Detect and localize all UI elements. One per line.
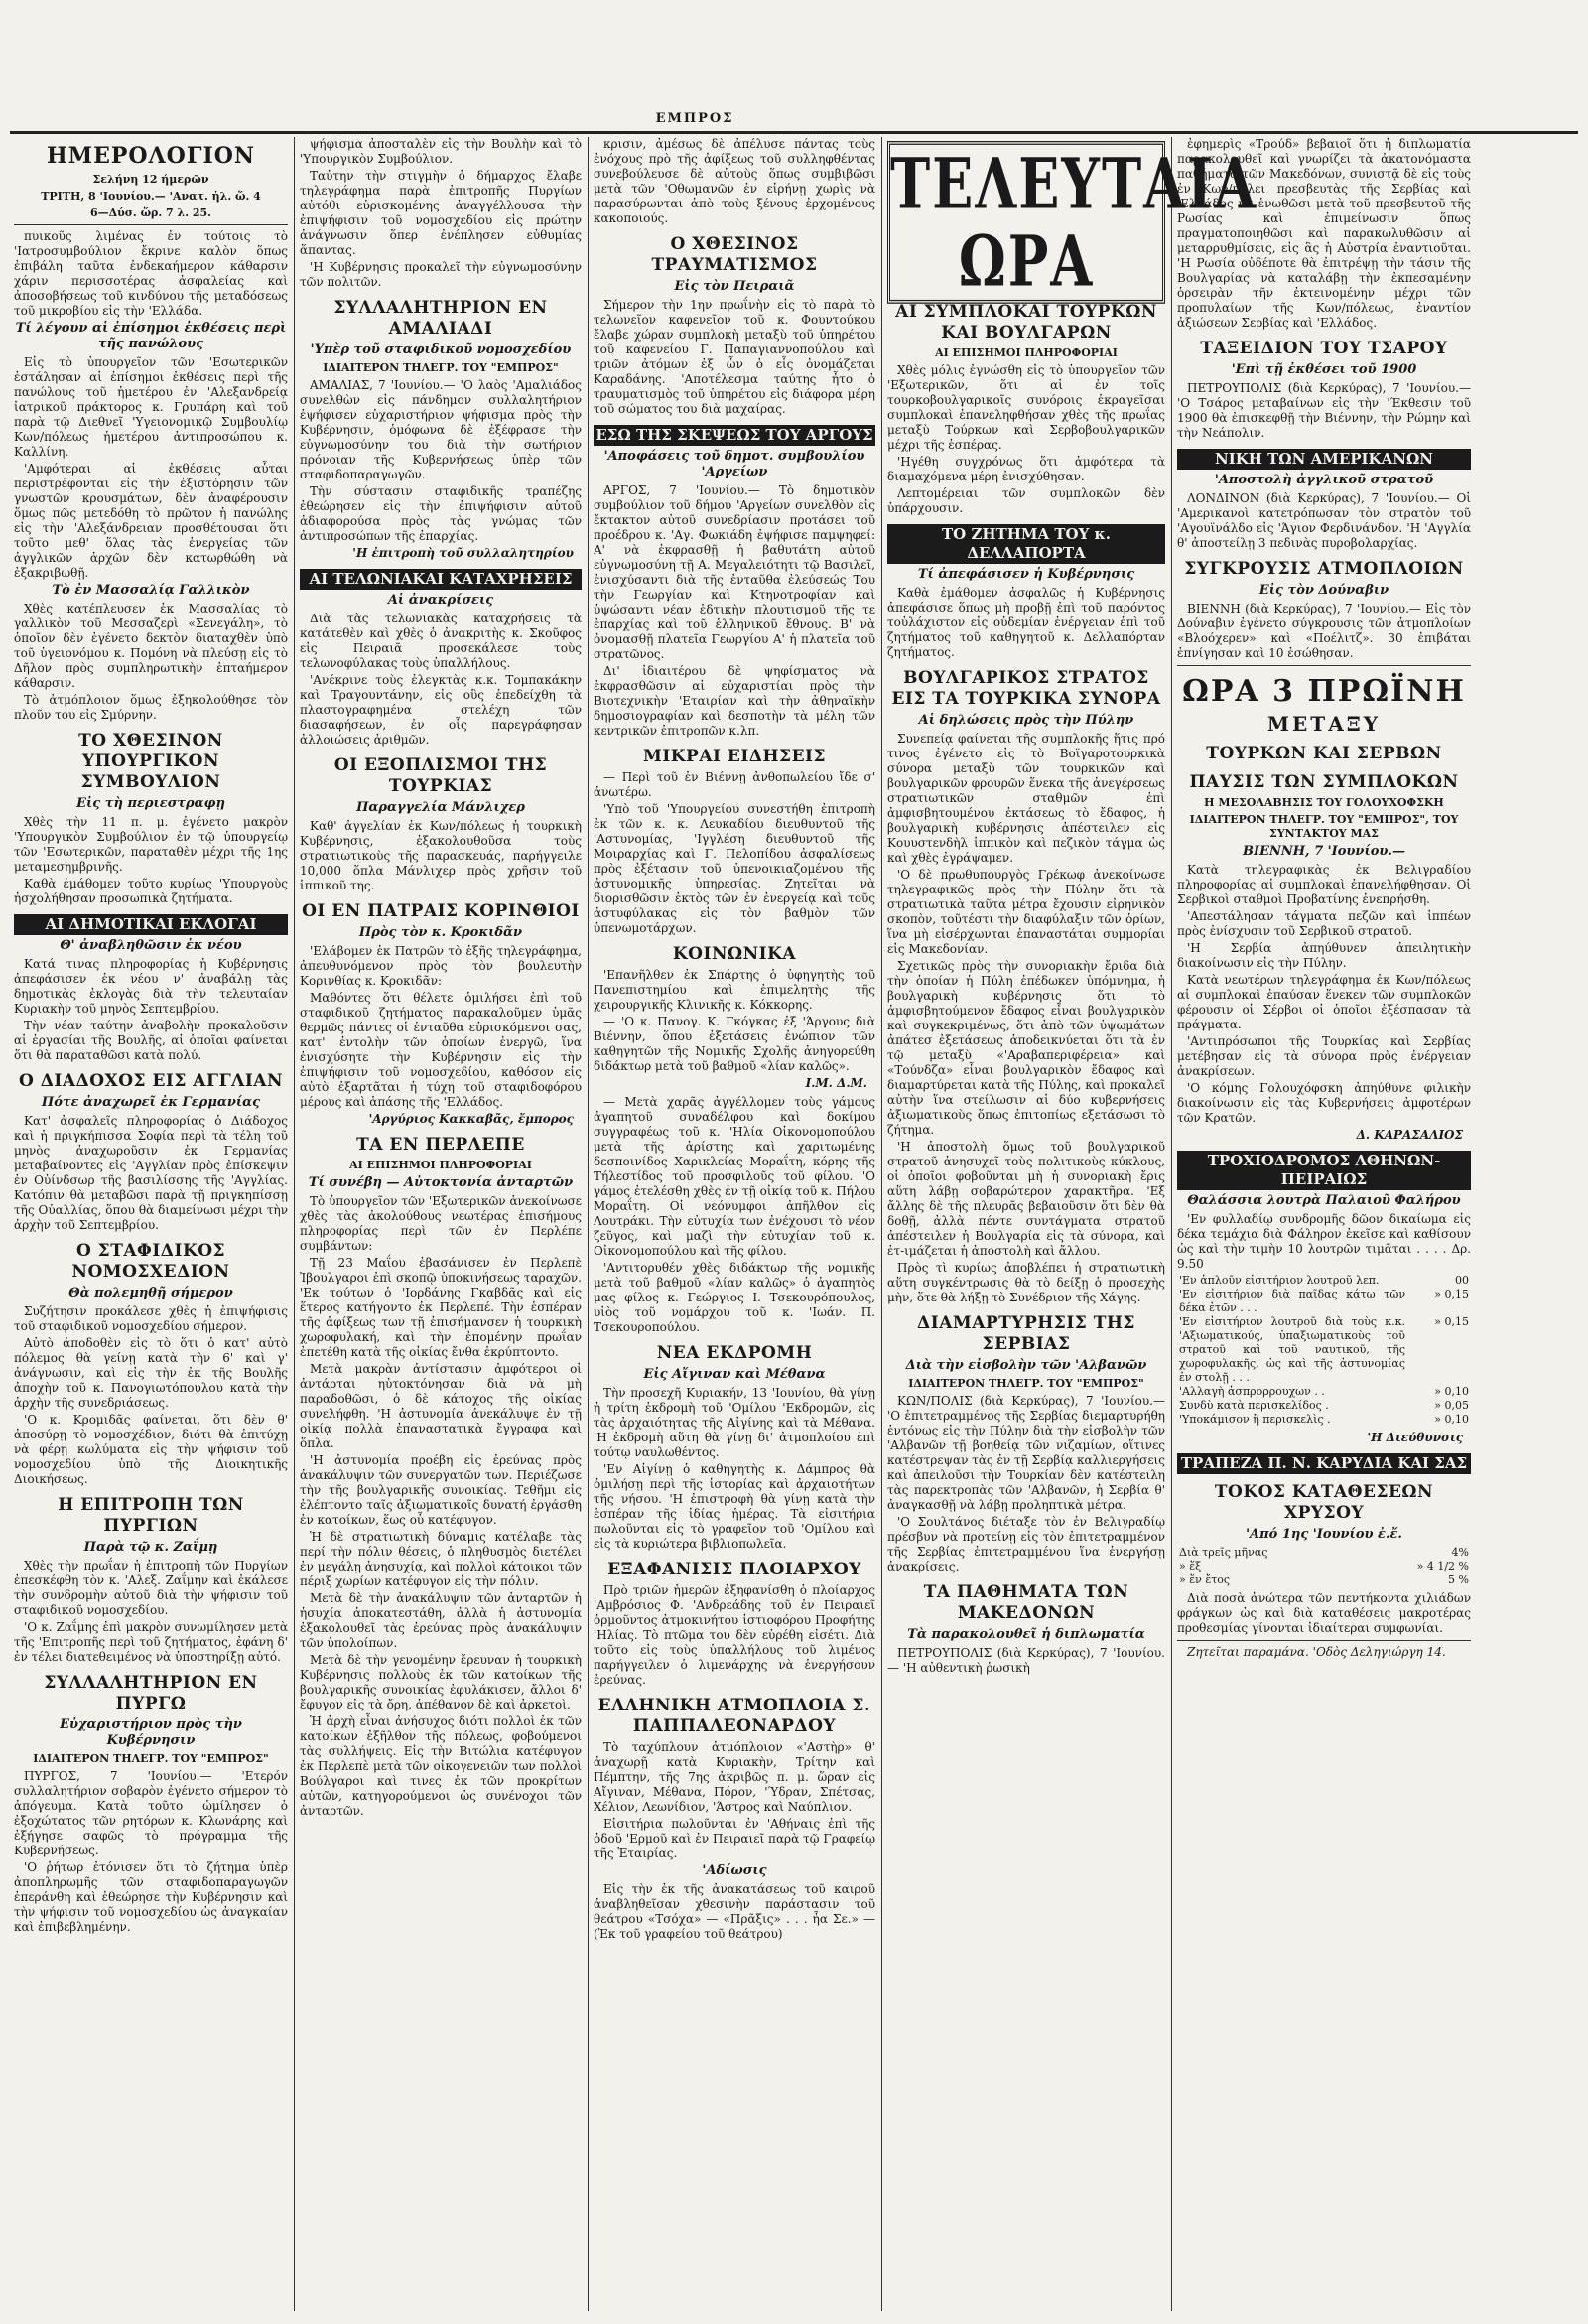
rate-label: » ἕξ (1179, 1560, 1202, 1572)
subheadline: Εἰς τὴ περιεστραφῃ (76, 796, 225, 811)
table-row (1177, 1274, 1471, 1288)
article-text: 'Ανέκρινε τοὺς ἐλεγκτὰς κ.κ. Τομπακάκην καὶ Τραγουντάνην, εἰς οὓς ἐπεδείχθη τὰ πλαστογραφημένα στελέχη τῶν διασαφήσεων, ἐν οἷς παρεγράφησαν ἀλλοιώσεις ἀριθμῶν. (300, 673, 582, 747)
dateline: ΑΙ ΕΠΙΣΗΜΟΙ ΠΛΗΡΟΦΟΡΙΑΙ (349, 1159, 532, 1171)
price-value: » 0,10 (1434, 1413, 1469, 1426)
article-text: Καθὰ ἐμάθομεν ἀσφαλῶς ἡ Κυβέρνησις ἀπεφάσισε ὅπως μὴ προβῇ ἐπὶ τοῦ παρόντος τοὐλάχιστον εἰς οὐδεμίαν ἐνέργειαν ἐπὶ τοῦ ζητήματος τοῦ καθηγητοῦ κ. Δελλαπόρταν ζητήματος. (887, 586, 1165, 659)
article-text: 'Εν φυλλαδίῳ συνδρομῆς δῶον δικαίωμα εἰς δέκα τεμάχια διὰ Φάληρον ἐκεῖσε καὶ καθίσουν ὡς καὶ τὴν τιμὴν 10 λουτρῶν τιμᾶται . . . . Δρ. 9.50 (1177, 1212, 1471, 1271)
article-text: Κατὰ νεωτέρων τηλεγράφημα ἐκ Κων/πόλεως αἱ συμπλοκαὶ ἐπαύσαν ἕνεκεν τῶν συμπλοκῶν φέρουσιν οἱ Σέρβοι οἱ ὁποῖοι ἐξέσπασαν τὰ πράγματα. (1177, 973, 1471, 1031)
article-text: Τὴν σύστασιν σταφιδικῆς τραπέζης ἐθεώρησεν εἰς τὴν ἐπιψήφισιν αὐτοῦ ἀδιαφορούσα πρὸς τὰς γνώμας τῶν ἀντιπροσώπων τῆς ἐπαρχίας. (300, 484, 582, 543)
headline: Η ΕΠΙΤΡΟΠΗ ΤΩΝ ΠΥΡΓΙΩΝ (58, 1495, 244, 1536)
subheadline: 'Αποστολὴ ἀγγλικοῦ στρατοῦ (1214, 473, 1434, 487)
article-text: Κατά τινας πληροφορίας ἡ Κυβέρνησις ἀπεφάσισεν ἐκ νέου ν' ἀναβάλῃ τὰς δημοτικὰς ἐκλογὰς διὰ τὴν τελευταίαν Κυριακὴν τοῦ μηνὸς Σεπτεμβρίου. (14, 957, 288, 1016)
article-text: ΑΡΓΟΣ, 7 'Ιουνίου.— Τὸ δημοτικὸν συμβούλιον τοῦ δήμου 'Αργείων συνελθὸν εἰς ἔκτακτον αὐτοῦ συνεδρίασιν προτάσει τοῦ προέδρου κ. 'Αγ. Φωκιάδη ἐψήφισε παμψηφεί: Α' νὰ ἐκφρασθῇ ἡ βαθυτάτη αὐτοῦ εὐγνωμοσύνη τῇ Α. Μεγαλειότητι τῷ Βασιλεῖ, ἐνισχύσαντι διὰ τῆς ἐνταῦθα ἐλεύσεώς Του τὴν Γεωργίαν καὶ Κτηνοτροφίαν καὶ ὑψώσαντι νέαν ἑδτικὴν πλουτισμοῦ τῆς τε ἐπαρχίας καὶ τοῦ ἑλληνικοῦ ἔθνους. Β' νὰ ὀνομασθῇ πλατεῖα Γεωργίου Α' ἡ πλατεῖα τοῦ στρατῶνος. (594, 483, 875, 661)
headline: ΔΙΑΜΑΡΤΥΡΗΣΙΣ ΤΗΣ ΣΕΡΒΙΑΣ (917, 1313, 1135, 1354)
article-text: ΠΕΤΡΟΥΠΟΛΙΣ (διὰ Κερκύρας), 7 'Ιουνίου. — 'Η αὐθεντικὴ ῥωσικὴ (887, 1646, 1165, 1675)
price-label: 'Αλλαγὴ ἀσπρορρουχων . . (1179, 1385, 1325, 1398)
article-text: Αὐτὸ ἀποδοθὲν εἰς τὸ ὅτι ὁ κατ' αὐτὸ πόλεμος θὰ γείνῃ κατὰ τὴν 6' καὶ γ' ἀνάγνωσιν, καὶ εἰς τὴν ἐκ τῆς Βουλῆς ἀποχὴν τοῦ κ. Πανογιωτόπουλου κατὰ τὴν ἀρχὴν τῆς συνεδριάσεως. (14, 1336, 288, 1410)
table-row (1177, 1573, 1471, 1587)
article-text: Σήμερον τὴν 1ην πρωΐνὴν εἰς τὸ παρὰ τὸ τελωνεῖον καφενεῖον τοῦ κ. Φουντούκου ἔλαβε χώραν συμπλοκὴ μεταξὺ τοῦ ὑπηρέτου τοῦ καφενείου Γ. Παπαγιαννοπούλου καὶ τριῶν ἀτόμων ἐξ ὧν ὁ εἷς ὀνομάζεται Καραδάνης. 'Αποτέλεσμα ταύτης ἦτο ὁ τραυματισμὸς τοῦ ὑπηρέτου εἰς διάφορα μέρη τοῦ σώματος του διὰ μαχαίρας. (594, 298, 875, 416)
article-text: 'Ο κόμης Γολουχόφσκη ἀπηύθυνε φιλικὴν διακοίνωσιν εἰς τὰς Κυβερνήσεις ἀμφοτέρων τῶν Κρατῶν. (1177, 1081, 1471, 1125)
separator (1177, 1640, 1471, 1641)
headline: ΣΥΛΛΑΛΗΤΗΡΙΟΝ ΕΝ ΠΥΡΓΩ (44, 1673, 258, 1713)
subheadline: Εἰς τὸν Πειραιᾶ (674, 279, 795, 294)
column-divider (881, 137, 882, 2311)
subheadline: Αἱ ἀνακρίσεις (387, 593, 494, 608)
column-divider (588, 137, 589, 2311)
article-text: ΠΥΡΓΟΣ, 7 'Ιουνίου.— 'Ετερόν συλλαλητήριον σοβαρὸν ἐγένετο σήμερον τὸ ἀπόγευμα. Κατὰ τοῦτο ὡμίλησεν ὁ ἐξοχώτατος τῶν ρητόρων κ. Κλωνάρης καὶ ἐξήγησε σαφῶς τὸ πρόγραμμα τῆς Κυβερνήσεως. (14, 1769, 288, 1857)
subheadline: 'Επὶ τῇ ἐκθέσει τοῦ 1900 (1231, 362, 1417, 377)
article-text: ἐφημερὶς «Τρούδ» βεβαιοῖ ὅτι ἡ διπλωματία παρακολουθεῖ καὶ γνωρίζει τὰ ἀκατονόμαστα παθήματα τῶν Μακεδόνων, συνιστᾷ δὲ εἰς τοὺς ἐν Κων/πόλει πρεσβευτὰς τῆς Σερβίας καὶ 'Ελλάδος νὰ ἑνωθῶσι μετὰ τοῦ πρεσβευτοῦ τῆς Ρωσίας καὶ ἐπιμείνωσιν ὅπως πραγματοποιηθῶσι καὶ παρακωλυθῶσιν αἱ μεταρρυθμίσεις, εἰς ἃς ἡ Αὐστρία ἐναντιοῦται. 'Η Ρωσία οὐδέποτε θὰ ἐπιτρέψῃ τὴν τάσιν τῆς Βουλγαρίας νὰ καταλάβῃ τὴν ἐκπεσαμένην ὁρσειρὰν τῆν ἐκτεινομένην μέχρι τῶν προπυλαίων τῆς Κων/πόλεως, ἐναντίον ἀξιώσεων Σερβίας καὶ 'Ελλάδος. (1177, 137, 1471, 330)
article-text: — Μετὰ χαρᾶς ἀγγέλλομεν τοὺς γάμους ἀγαπητοῦ συναδέλφου καὶ δοκίμου συγγραφέως τοῦ κ. 'Ηλία Οἰκονομοπούλου μετὰ τῆς ἀρίστης καὶ χαριτωμένης δεσποινίδος Χαρικλείας Μοραΐτη, κόρης τῆς Τήλεστίδος τοῦ προσφιλοῦς τοῦ φίλου. 'Ο γάμος ἐτελέσθη χθὲς ἐν τῇ οἰκίᾳ τοῦ κ. Πήλου Μοραΐτη. Οἱ νεόνυμφοι ἀπῆλθον εἰς Λουτράκι. Τὴν εὐτυχία των ἐνέχουσι τὸ νέον ζεῦγος, καὶ μαζὶ τὴν εὐτυχίαν τοῦ κ. Οἰκονομοπούλου καὶ τῆς φίλου. (594, 1095, 875, 1258)
subheadline: Παραγγελία Μάνλιχερ (356, 800, 525, 815)
column-divider (294, 137, 295, 2311)
headline: Ο ΣΤΑΦΙΔΙΚΟΣ ΝΟΜΟΣΧΕΔΙΟΝ (71, 1241, 230, 1282)
subheadline: 'Αδίωσις (702, 1863, 767, 1878)
price-label: Συνδὺ κατὰ περισκελίδος . (1179, 1399, 1329, 1412)
column-5 (1177, 137, 1471, 2311)
subheadline: Εὐχαριστήριον πρὸς τὴν Κυβέρνησιν (60, 1717, 242, 1748)
article-text: 'Ελάβομεν ἐκ Πατρῶν τὸ ἑξῆς τηλεγράφημα, ἀπευθυνόμενον πρὸς τὸν βουλευτὴν Κορινθίας κ. Κροκιδᾶν: (300, 944, 582, 988)
headline: ΤΡΟΧΙΟΔΡΟΜΟΣ ΑΘΗΝΩΝ-ΠΕΙΡΑΙΩΣ (1177, 1151, 1471, 1190)
rate-label: Διὰ τρεῖς μῆνας (1179, 1546, 1268, 1559)
price-label: 'Υποκάμισον ἢ περισκελὶς . (1179, 1413, 1331, 1426)
article-text: Συζήτησιν προκάλεσε χθὲς ἡ ἐπιψήφισις τοῦ σταφιδικοῦ νομοσχεδίου σήμερον. (14, 1304, 288, 1333)
section-title: Τί λέγουν αἱ ἐπίσημοι ἐκθέσεις περὶ τῆς πανώλους (15, 321, 287, 351)
article-text: Χθὲς κατέπλευσεν ἐκ Μασσαλίας τὸ γαλλικὸν τοῦ Μεσσαζερὶ «Σενεγάλη», τὸ ὁποῖον δὲν ἐγένετο δεκτὸν διαταχθὲν ὑπὸ τοῦ ὑγειονόμου κ. Πομόνη νὰ πλεύσῃ εἰς τὸ Δῆλον πρὸς συμπληρωτικὴν ἑπταήμερον κάθαρσιν. (14, 602, 288, 690)
dateline: ΑΙ ΕΠΙΣΗΜΟΙ ΠΛΗΡΟΦΟΡΙΑΙ (935, 346, 1118, 359)
article-text: 'Απεστάλησαν τάγματα πεζῶν καὶ ἱππέων πρὸς ἐνίσχυσιν τοῦ Σερβικοῦ στρατοῦ. (1177, 909, 1471, 938)
subheadline: Αἱ δηλώσεις πρὸς τὴν Πύλην (918, 713, 1134, 728)
almanac-line: Σελήνη 12 ήμερῶν (92, 173, 209, 186)
headline: Ο ΧΘΕΣΙΝΟΣ ΤΡΑΥΜΑΤΙΣΜΟΣ (651, 234, 818, 275)
price-table (1177, 1274, 1471, 1427)
dateline: ΙΔΙΑΙΤΕΡΟΝ ΤΗΛΕΓΡ. ΤΟΥ "ΕΜΠΡΟΣ", ΤΟΥ ΣΥΝΤΑΚΤΟΥ ΜΑΣ (1189, 813, 1459, 840)
signature: 'Η ἐπιτροπὴ τοῦ συλλαλητηρίου (352, 546, 574, 560)
rate-value: » 4 1/2 % (1416, 1560, 1469, 1572)
article-text: 'Ηγέθη συγχρόνως ὅτι ἀμφότερα τὰ διαμαχόμενα μέρη ἐνισχύθησαν. (887, 455, 1165, 483)
article-text: 'Ο δὲ πρωθυπουργὸς Γρέκωφ ἀνεκοίνωσε τηλεγραφικῶς πρὸς τὴν Πύλην ὅτι τὰ στρατιωτικὰ ταῦτα μέτρα ἔχουσιν εἰρηνικὸν σκοπὸν, τοῦτέστι τὴν διαφύλαξιν τῶν ὁρίων, ἵνα μὴ εἰσέρχωνται ἐπαναστάται συμμορίαι εἰς Μακεδονίαν. (887, 868, 1165, 956)
article-text: Πρὸ τριῶν ἡμερῶν ἐξηφανίσθη ὁ πλοίαρχος 'Αμβρόσιος Φ. 'Ανδρεάδης τοῦ ἐν Πειραιεῖ ὁρμοῦντος ἀτμοκινήτου ἱστιοφόρου Προφήτης 'Ηλίας. Τὸ πτῶμα του δὲν εὑρέθη εἰσέτι. Διὰ τοῦτο εἰς τοὺς ὑπαλλήλους τοῦ λιμένος παρήγγειλεν ὁ λιμενάρχης νὰ ἐνεργήσουν ἐρεύνας. (594, 1583, 875, 1687)
article-text: 'Ο ῥήτωρ ἐτόνισεν ὅτι τὸ ζήτημα ὑπὲρ ἀποπληρωμῆς τῶν σταφιδοπαραγωγῶν ἐπεράνθη καὶ ἐθεώρησε τὴν Κυβέρνησιν καὶ τὴν ψήφισιν τοῦ νομοσχεδίου ὡς ἀναγκαίαν καὶ ἐπιβεβλημένην. (14, 1860, 288, 1934)
article-text: ΛΟΝΔΙΝΟΝ (διὰ Κερκύρας), 7 'Ιουνίου.— Οἱ 'Αμερικανοὶ κατετρόπωσαν τὸν στρατὸν τοῦ 'Αγουϊνάλδο εἰς 'Άγιον Φερδινάνδον. 'Η 'Αγγλία θ' ἀποστείλῃ 3 πεδινὰς πυροβολαρχίας. (1177, 491, 1471, 550)
article-text: Εἰς τὸ ὑπουργεῖον τῶν 'Εσωτερικῶν ἐστάλησαν αἱ ἐπίσημοι ἐκθέσεις περὶ τῆς πανώλους τοῦ ἡμετέρου ἐν 'Αλεξανδρείᾳ ἰατρικοῦ πράκτορος κ. Γρυπάρη καὶ τοῦ παρὰ τῷ Διεθνεῖ 'Υγειονομικῷ Συμβουλίῳ Κων/πόλεως ἡμετέρου ἀντιπροσώπου κ. Καλλίνη. (14, 355, 288, 459)
article-text: Μαθόντες ὅτι θέλετε ὁμιλήσει ἐπὶ τοῦ σταφιδικοῦ ζητήματος παρακαλοῦμεν ὑμᾶς θερμῶς πάντες οἱ ἐνταῦθα εὑρισκόμενοι σας, κατ' ἐντολὴν τῶν ὁποίων ἐνεργῶ, ἵνα ἐνισχύσητε τὴν Κυβέρνησιν εἰς τὴν ἐπιψήφισιν τοῦ νομοσχεδίου, καθόσον εἰς αὐτὸ ἐξαρτᾶται ἡ τύχη τοῦ σταφιδοφόρου μέρους καὶ ἁπάσης τῆς 'Ελλάδος. (300, 991, 582, 1109)
table-row (1177, 1288, 1471, 1315)
headline: ΑΙ ΤΕΛΩΝΙΑΚΑΙ ΚΑΤΑΧΡΗΣΕΙΣ (300, 569, 582, 590)
article-text: Τῇ 23 Μαΐου ἐβασάνισεν ἐν Περλεπὲ Ἰβουλγαροι ἐπὶ σκοπῷ ὑποκινήσεως ταραχῶν. 'Εκ τούτων ὁ 'Ιορδάνης Γκαβδᾶς καὶ εἰς ἕτερος κατήγοντο ἐκ Περλεπέ. Τὴν ἑσπέραν τῆς ἀφίξεως των τῇ ἐπισήμανσεν ἡ τουρκικὴ χωροφυλακή, καὶ τὴν ἐπομένην πρωΐαν ἐπετέθη κατὰ τῆς οἰκίας ἔνθα ἐκρύπτοντο. (300, 1256, 582, 1359)
article-text: Κατὰ τηλεγραφικὰς ἐκ Βελιγραδίου πληροφορίας αἱ συμπλοκαὶ ἐπανελήφθησαν. Οἱ Σερβικοὶ σταθμοὶ Προβατίνης ἐνεπρήσθη. (1177, 863, 1471, 906)
article-text: Τὴν προσεχῆ Κυριακήν, 13 'Ιουνίου, θὰ γίνῃ ἡ τρίτη ἐκδρομὴ τοῦ 'Ομίλου 'Εκδρομῶν, εἰς τὰς ἀρχαιότητας τῆς Αἰγίνης καὶ τὰ Μέθανα. 'Η ἐκδρομὴ αὕτη θὰ γίνῃ δι' ἀτμοπλοίου ἐπὶ τούτῳ ναυλωθέντος. (594, 1386, 875, 1459)
price-value: 00 (1455, 1274, 1469, 1287)
price-value: » 0,15 (1434, 1315, 1469, 1328)
article-text: 'Επανῆλθεν ἐκ Σπάρτης ὁ ὑφηγητὴς τοῦ Πανεπιστημίου καὶ ἐπιμελητὴς τῆς χειρουργικῆς Κλινικῆς κ. Κόκκορης. (594, 968, 875, 1012)
headline: ΤΑ ΕΝ ΠΕΡΛΕΠΕ (356, 1135, 525, 1155)
article-text: Δι' ἰδιαιτέρου δὲ ψηφίσματος νὰ ἐκφρασθῶσιν αἱ εὐχαριστίαι πρὸς τὴν Βιοτεχνικὴν 'Εταιρίαν καὶ τὴν ἀθηναϊκὴν δημοσιογραφίαν καὶ δεσποτὴν τὰ μέλη τῶν κεντρικῶν ἐπιτροπῶν κ.λπ. (594, 664, 875, 738)
article-text: Ἡ ἀρχὴ εἶναι ἀνήσυχος διότι πολλοὶ ἐκ τῶν κατοίκων ἐξῆλθον τῆς πόλεως, φοβούμενοι τὰς συλλήψεις. Εἰς τὴν Βιτώλια κατέφυγον ἐκ Περλεπὲ μετὰ τῶν οἰκογενειῶν των πολλοὶ Βούλγαροι καὶ τινες ἐκ τῶν προκρίτων αὐτῶν, κατηγορούμενοι ὡς συνένοχοι τῶν ἀνταρτῶν. (300, 1714, 582, 1818)
price-value: » 0,15 (1434, 1288, 1469, 1300)
column-divider (1171, 137, 1172, 2311)
interest-table (1177, 1546, 1471, 1587)
separator (14, 224, 288, 225)
rate-label: » ἕν ἔτος (1179, 1573, 1231, 1586)
subheadline: 'Υπὲρ τοῦ σταφιδικοῦ νομοσχεδίου (310, 342, 572, 357)
dateline: Η ΜΕΣΟΛΑΒΗΣΙΣ ΤΟΥ ΓΟΛΟΥΧΟΦΣΚΗ (1204, 796, 1444, 809)
article-text: 'Ο κ. Κρομιδᾶς φαίνεται, ὅτι δὲν θ' ἀποσύρῃ τὸ νομοσχέδιον, διότι θὰ ἐπιτύχῃ νὰ φέρῃ κωλύματα εἰς τὴν ψήφισιν τοῦ νομοσχεδίου ὑπὸ τῆς Διοικητικῆς Διοικήσεως. (14, 1413, 288, 1486)
subheadline: Εἰς Αἴγιναν καὶ Μέθανα (643, 1367, 826, 1382)
running-head: ΕΜΠΡΟΣ (655, 111, 734, 126)
headline: ΕΛΛΗΝΙΚΗ ΑΤΜΟΠΛΟΙΑ Σ. ΠΑΠΠΑΛΕΟΝΑΡΔΟΥ (597, 1696, 871, 1736)
article-text: Μετὰ δὲ τὴν γενομένην ἔρευναν ἡ τουρκικὴ Κυβέρνησις πολλοὺς ἐκ τῶν κατοίκων τῆς βουλγαρικῆς συνοικίας ἐφυλάκισεν, ἄλλοι δ' ἔφυγον εἰς τὰ ὄρη, ἀπέθανον δὲ καὶ ἀρκετοὶ. (300, 1653, 582, 1711)
article-text: 'Ο Σουλτάνος διέταξε τὸν ἐν Βελιγραδίῳ πρέσβυν νὰ προτείνῃ εἰς τὸν ἐπιτετραμμένον τῆς Σερβίας ἐπιτετραμμένου ἵνα ἐνεργήσῃ ἀνακρίσεις. (887, 1515, 1165, 1573)
almanac-line: ΤΡΙΤΗ, 8 'Ιουνίου.— 'Ανατ. ἡλ. ὥ. 4 (41, 190, 261, 203)
table-row (1177, 1560, 1471, 1573)
headline: ΤΡΑΠΕΖΑ Π. Ν. ΚΑΡΥΔΙΑ ΚΑΙ ΣΑΣ (1177, 1453, 1471, 1474)
article-text: Κατ' ἀσφαλεῖς πληροφορίας ὁ Διάδοχος καὶ ἡ πριγκήπισσα Σοφία περὶ τὰ τέλη τοῦ μηνὸς ἀναχωροῦσιν ἐκ Γερμανίας μεταβαίνοντες εἰς 'Αγγλίαν πρὸς ἐπίσκεψιν ἐν Οὐίνδσωρ τῆς βασιλίσσης τῆς 'Αγγλίας. Κατόπιν θὰ μεταβῶσι παρὰ τῇ πριγκηπίσσῃ τῆς Οὐαλλίας, ὅπου θὰ διαμείνωσι μέχρι τὴν ἀρχὴν τοῦ Σεπτεμβρίου. (14, 1114, 288, 1232)
headline: ΚΟΙΝΩΝΙΚΑ (672, 944, 797, 964)
article-text: Ταὐτην τὴν στιγμὴν ὁ δήμαρχος ἔλαβε τηλεγράφημα παρὰ ἐπιτροπῆς Πυργίων αὐτόθι εὑρισκομένης ἀναγγέλλουσα τὴν ἐπιψήφισιν τοῦ νομοσχεδίου εἰς πρώτην ἀνάγνωσιν ὅπερ ἐνέπλησεν εὐθυμίας ἅπαντας. (300, 169, 582, 257)
article-text: — 'Ο κ. Πανογ. Κ. Γκόγκας ἐξ 'Άργους διὰ Βιέννην, ὅπου ἐξετάσεις ἐνώπιον τῶν καθηγητῶν τῆς Νομικῆς Σχολῆς ἀνηγορεύθη διδάκτωρ μετὰ τοῦ βαθμοῦ «λίαν καλῶς». (594, 1015, 875, 1073)
subheadline: Θ' ἀναβληθῶσιν ἐκ νέου (60, 938, 242, 953)
dateline: ΙΔΙΑΙΤΕΡΟΝ ΤΗΛΕΓΡ. ΤΟΥ "ΕΜΠΡΟΣ" (323, 361, 559, 374)
article-text: Πρὸς τὶ κυρίως ἀποβλέπει ἡ στρατιωτικὴ αὕτη συγκέντρωσις θὰ τὸ δείξῃ ὁ προσεχὴς μὴν, ὅτε θὰ λήξῃ τὸ Συνέδριον τῆς Χάγης. (887, 1261, 1165, 1304)
big-subheadline: ΜΕΤΑΞΥ (1266, 712, 1382, 736)
headline: ΒΟΥΛΓΑΡΙΚΟΣ ΣΤΡΑΤΟΣ ΕΙΣ ΤΑ ΤΟΥΡΚΙΚΑ ΣΥΝΟΡΑ (891, 668, 1161, 709)
article-text: Λεπτομέρειαι τῶν συμπλοκῶν δὲν ὑπάρχουσιν. (887, 486, 1165, 515)
headline: ΤΟ ΖΗΤΗΜΑ ΤΟΥ κ. ΔΕΛΛΑΠΟΡΤΑ (887, 524, 1165, 564)
subheadline: 'Από 1ης 'Ιουνίου ἐ.ἔ. (1246, 1527, 1402, 1542)
article-text: 'Υπὸ τοῦ 'Υπουργείου συνεστήθη ἐπιτροπὴ ἐκ τῶν κ. κ. Λευκαδίου διευθυντοῦ τῆς 'Αστυνομίας, 'Ιγγλέση διευθυντοῦ τῆς Μοιραρχίας καὶ Γ. Πελοπίδου ἀσφαλίσεως πρὸς ἐξέτασιν τοῦ ὑπενοικιαζομένου τῆς ἀστυνομικῆς ὑπηρεσίας. Ζητεῖται νὰ διορισθῶσιν ἐκτὸς τῶν ἐν ἐνεργείᾳ καὶ τοῦς ἀστυφύλακας εἰς τὸν βαθμὸν τῶν ὑπενωμοτάρχων. (594, 802, 875, 935)
article-text: Καθὰ ἐμάθομεν τοῦτο κυρίως 'Υπουργοὺς ἠσχολήθησαν προσωπικὰ ζητήματα. (14, 877, 288, 905)
article-text: 'Ο κ. Ζαΐμης ἐπὶ μακρὸν συνωμίλησεν μετὰ τῆς 'Επιτροπῆς περὶ τοῦ ζητήματος, ἐφάνη δ' ἐν τέλει διατεθειμένος νὰ ὑποστηρίξῃ αὐτό. (14, 1620, 288, 1664)
subheadline: 'Αποφάσεις τοῦ δημοτ. συμβουλίου 'Αργείων (603, 449, 865, 479)
signature: Ι.Μ. Δ.Μ. (805, 1076, 867, 1090)
subheadline: Πρὸς τὸν κ. Κροκιδᾶν (358, 925, 523, 940)
subheadline: Πότε ἀναχωρεῖ ἐκ Γερμανίας (41, 1095, 261, 1110)
price-label: 'Εν ἁπλοῦν εἰσιτήριον λουτροῦ λεπ. (1179, 1274, 1380, 1287)
almanac-line: 6—Δύσ. ὥρ. 7 λ. 25. (89, 206, 212, 219)
headline: ΟΙ ΕΞΟΠΛΙΣΜΟΙ ΤΗΣ ΤΟΥΡΚΙΑΣ (333, 755, 548, 796)
article-text: κρισιν, ἀμέσως δὲ ἀπέλυσε πάντας τοὺς ἐνόχους πρὸ τῆς ἀφίξεως τοῦ συλληφθέντας συνεβούλευσε δὲ αὐτοὺς ὅπως συμβιβῶσι μετὰ τῶν 'Οθωμανῶν ἐν εἰρήνῃ χωρὶς νὰ παρασύρωνται ἀπὸ τοὺς ξένους ἐρχομένους κακοποιούς. (594, 137, 875, 225)
article-text: Εἰσιτήρια πωλοῦνται ἐν 'Αθήναις ἐπὶ τῆς ὁδοῦ 'Ερμοῦ καὶ ἐν Πειραιεῖ παρὰ τῷ Γραφείῳ τῆς Ἑταιρίας. (594, 1817, 875, 1860)
subheadline: Θαλάσσια λουτρὰ Παλαιοῦ Φαλήρου (1187, 1193, 1461, 1208)
headline: ΣΥΓΚΡΟΥΣΙΣ ΑΤΜΟΠΛΟΙΩΝ (1184, 559, 1464, 579)
dateline: ΙΔΙΑΙΤΕΡΟΝ ΤΗΛΕΓΡ. ΤΟΥ "ΕΜΠΡΟΣ" (908, 1377, 1144, 1390)
almanac-title: ΗΜΕΡΟΛΟΓΙΟΝ (46, 143, 256, 169)
article-text: Τὴν νέαν ταύτην ἀναβολὴν προκαλοῦσιν αἱ ἐργασίαι τῆς Βουλῆς, αἱ ὁποῖαι φαίνεται ὅτι θὰ παραταθῶσι κατὰ πολύ. (14, 1019, 288, 1062)
article-text: 'Η Σερβία ἀπηύθυνεν ἀπειλητικὴν διακοίνωσιν εἰς τὴν Πύλην. (1177, 941, 1471, 970)
article-text: 'Η ἀστυνομία προέβη εἰς ἐρεύνας πρὸς ἀνακάλυψιν τῶν συνεργατῶν των. Περιέζωσε τὴν τῆς βουλγαρικῆς συνοικίας. Τεθῆμι εἰς ἐλέπτοντο ταῖς ἀξιωματικοῖς δυνατή ἐργάσθη ἐν κατοίκων, ἕως οὗ κατέφυγον. (300, 1453, 582, 1527)
subheadline: Τί συνέβη — Αὐτοκτονία ἀνταρτῶν (308, 1175, 574, 1190)
headline: ΤΟ ΧΘΕΣΙΝΟΝ ΥΠΟΥΡΓΙΚΟΝ ΣΥΜΒΟΥΛΙΟΝ (78, 731, 223, 792)
rate-value: 4% (1451, 1546, 1469, 1559)
article-text: Τὸ ταχύπλουν ἀτμόπλοιον «'Αστὴρ» θ' ἀναχωρῇ κατὰ Κυριακὴν, Τρίτην καὶ Πέμπτην, τῆς 7ης ἀκριβῶς π. μ. ὥραν εἰς Αἴγιναν, Μέθανα, Πόρον, 'Ύδραν, Σπέτσας, Χέλιον, Λεωνίδιον, 'Άστρος καὶ Ναύπλιον. (594, 1740, 875, 1814)
article-text: ΠΕΤΡΟΥΠΟΛΙΣ (διὰ Κερκύρας), 7 'Ιουνίου.— 'Ο Τσάρος μεταβαίνων εἰς τὴν 'Έκθεσιν τοῦ 1900 θὰ ἐπισκεφθῇ τὴν Βιέννην, τὴν Ρώμην καὶ τὴν Νεάπολιν. (1177, 381, 1471, 440)
headline: ΤΟΚΟΣ ΚΑΤΑΘΕΣΕΩΝ ΧΡΥΣΟΥ (1214, 1482, 1434, 1523)
article-text: Καθ' ἀγγελίαν ἐκ Κων/πόλεως ἡ τουρκικὴ Κυβέρνησις, ἐξακολουθοῦσα τοὺς στρατιωτικοὺς τῆς παρασκευάς, παρήγγειλε 10,000 ὅπλα Μάνλιχερ πρὸς χρῆσιν τοῦ ἱππικοῦ της. (300, 819, 582, 892)
article-text: ψήφισμα ἀποσταλὲν εἰς τὴν Βουλὴν καὶ τὸ 'Υπουργικὸν Συμβούλιον. (300, 137, 582, 166)
subheadline: Εἰς τὸν Δούναβιν (1258, 583, 1390, 598)
signature: 'Αργύριος Κακκαβᾶς, ἔμπορος (368, 1112, 574, 1126)
headline: ΜΙΚΡΑΙ ΕΙΔΗΣΕΙΣ (643, 747, 826, 766)
article-text: ΚΩΝ/ΠΟΛΙΣ (διὰ Κερκύρας), 7 'Ιουνίου.— 'Ο ἐπιτετραμμένος τῆς Σερβίας διεμαρτυρήθη ἐντόνως εἰς τὴν Πύλην διὰ τὴν εἰσβολὴν τῶν 'Αλβανῶν τῇ βοηθείᾳ τῶν νιζαμίων, οἵτινες κατέστρεψαν τὰς ἐν τῇ Σερβίᾳ καλλιεργήσεις καὶ ἀπειλοῦσι τὴν Τουρκίαν δὲν κατέστειλη τὰς παρεκτροπὰς τῶν 'Αλβανῶν, ἡ Σερβία θ' ἀναγκασθῇ νὰ λάβῃ προληπτικὰ μέτρα. (887, 1394, 1165, 1512)
article-text: Τὸ ὑπουργεῖον τῶν 'Εξωτερικῶν ἀνεκοίνωσε χθὲς τὰς ἀκολούθους νεωτέρας ἐπισήμους πληροφορίας περὶ τῶν ἐν Περλέπε συμβάντων: (300, 1194, 582, 1253)
headline: ΝΕΑ ΕΚΔΡΟΜΗ (656, 1343, 813, 1363)
article-text: 'Εν Αἰγίνῃ ὁ καθηγητὴς κ. Δάμπρος θὰ ὁμιλήσῃ περὶ τῆς ἱστορίας καὶ ἀρχαιοτήτων τῆς νήσου. 'Η ἐπιστροφὴ θὰ γίνῃ κατὰ τὴν ἑσπέραν τῆς ἰδίας ἡμέρας. Τὰ εἰσιτήρια πωλοῦνται εἰς τὸ γραφεῖον τοῦ 'Ομίλου καὶ εἰς τὰ κυριώτερα βιβλιοπωλεῖα. (594, 1462, 875, 1551)
subheadline: Διὰ τὴν εἰσβολὴν τῶν 'Αλβανῶν (905, 1358, 1147, 1373)
dateline: ΙΔΙΑΙΤΕΡΟΝ ΤΗΛΕΓΡ. ΤΟΥ "ΕΜΠΡΟΣ" (33, 1752, 269, 1765)
article-text: Τὸ ἀτμόπλοιον ὅμως ἐξηκολούθησε τὸν πλοῦν του εἰς Σμύρνην. (14, 693, 288, 722)
subheadline: Θὰ πολεμηθῇ σήμερον (68, 1286, 233, 1300)
article-text: Μετὰ μακρὰν ἀντίστασιν ἀμφότεροι οἱ ἀντάρται ηὐτοκτόνησαν διὰ νὰ μὴ παραδοθῶσι, ὁ δὲ κάτοχος τῆς οἰκίας συνελήφθη. 'Η ἀστυνομία ἀνεκάλυψε ἐν τῇ οἰκίᾳ πολλὰ ἐπαναστατικὰ ἔγγραφα καὶ ὅπλα. (300, 1362, 582, 1450)
big-headline: ΩΡΑ 3 ΠΡΩΪΝΗ (1182, 674, 1466, 709)
column-1 (14, 137, 288, 2311)
table-row (1177, 1546, 1471, 1560)
article-text: 'Η ἀποστολὴ ὅμως τοῦ βουλγαρικοῦ στρατοῦ ἀνησυχεῖ τοὺς πολιτικοὺς κύκλους, οἱ ὁποῖοι φοβοῦνται μὴ ἡ συνοριακὴ ἔρις αὕτη λάβῃ σοβαρώτερον χαρακτῆρα. 'Εξ ἄλλης δὲ τῆς πλευρᾶς βεβαιοῦσιν ὅτι δὲν θὰ δοθῇ, ἀλλὰ πέντε συντάγματα στρατοῦ ἀπέστειλεν ἡ Βουλγαρία εἰς τὰ σύνορα, καὶ ἐτ-ιμάζεται ἡ ἀποστολὴ καὶ ἄλλου. (887, 1140, 1165, 1258)
column-3 (594, 137, 875, 2311)
city-line: ΒΙΕΝΝΗ, 7 'Ιουνίου.— (1243, 844, 1405, 859)
headline: Ο ΔΙΑΔΟΧΟΣ ΕΙΣ ΑΓΓΛΙΑΝ (18, 1071, 284, 1091)
headline: ΝΙΚΗ ΤΩΝ ΑΜΕΡΙΚΑΝΩΝ (1177, 449, 1471, 470)
separator (1177, 665, 1471, 666)
headline: ΠΑΥΣΙΣ ΤΩΝ ΣΥΜΠΛΟΚΩΝ (1189, 772, 1459, 792)
article-text: 'Αμφότεραι αἱ ἐκθέσεις αὗται περιστρέφονται εἰς τὴν ἐξιστόρησιν τῶν γνωστῶν κρουσμάτων, δὲν ἀναφέρουσιν ὅμως πῶς μετεδόθη τὸ πρῶτον ἡ πανώλης εἰς τὴν 'Αλεξάνδρειαν προσθέτουσαι ὅτι τοῦτο μεθ' ὅλας τὰς ἐνεργείας τῶν ἀγγλικῶν ἀρχῶν δὲν κατωρθώθη νὰ ἐξακριβωθῇ. (14, 462, 288, 580)
article-text: Εἰς τὴν ἐκ τῆς ἀνακατάσεως τοῦ καιροῦ ἀναβληθεῖσαν χθεσινὴν παράστασιν τοῦ θεάτρου «Τσόχα» — «Πρᾶξις» . . . ἦα Σε.» — (Ἐκ τοῦ γραφείου τοῦ θεάτρου) (594, 1882, 875, 1941)
article-text: Διὰ ποσὰ ἀνώτερα τῶν πεντήκοντα χιλιάδων φράγκων ὡς καὶ διὰ καταθέσεις μακροτέρας προθεσμίας γίνονται ἰδιαίτεραι συμφωνίαι. (1177, 1591, 1471, 1635)
table-row (1177, 1385, 1471, 1399)
rate-value: 5 % (1448, 1573, 1469, 1586)
headline: ΑΙ ΣΥΜΠΛΟΚΑΙ ΤΟΥΡΚΩΝ ΚΑΙ ΒΟΥΛΓΑΡΩΝ (895, 302, 1157, 342)
article-text: Συνεπείᾳ φαίνεται τῆς συμπλοκῆς ἥτις πρό τινος ἐγένετο εἰς τὸ Βοϊγαροτουρκικὰ σύνορα μεταξὺ τῶν τουρκικῶν καὶ βουλγαρικῶν φρουρῶν ἕνεκα τῆς ἀνεγέρσεως στρατιωτικῶν σταθμῶν ἐπὶ ἀμφισβητουμένου ἐκτάσεως τὸ ἔδαφος, ἡ βουλγαρικὴ κυβέρνησις ἀπέστειλεν εἰς Κουυστενδὴλ ἱππικὸν καὶ πεζικὸν τάγμα ὡς καὶ χθὲς ἐγράψαμεν. (887, 732, 1165, 865)
article-text: Μετὰ δὲ τὴν ἀνακάλυψιν τῶν ἀνταρτῶν ἡ ἡσυχία ἀποκατεστάθη, ἀλλὰ ἡ ἀστυνομία ἐξακολουθεῖ τὰς ἐρεύνας πρὸς ἀνακάλυψιν τῶν ὑπολοίπων. (300, 1591, 582, 1650)
column-2 (300, 137, 582, 2311)
headline: ΤΟΥΡΚΩΝ ΚΑΙ ΣΕΡΒΩΝ (1206, 744, 1442, 763)
price-value: » 0,05 (1434, 1399, 1469, 1412)
article-text: — Περὶ τοῦ ἐν Βιέννῃ ἀνθοπωλείου ἴδε σ' ἀνωτέρω. (594, 770, 875, 799)
article-text: Χθὲς τὴν πρωΐαν ἡ ἐπιτροπὴ τῶν Πυργίων ἐπεσκέφθη τὸν κ. 'Αλεξ. Ζαΐμην καὶ ἐκάλεσε τὴν συνδρομὴν αὐτοῦ διὰ τὴν ψήφισιν τοῦ σταφιδικοῦ νομοσχεδίου. (14, 1559, 288, 1617)
subheadline: Τί ἀπεφάσισεν ἡ Κυβέρνησις (917, 567, 1135, 582)
article-text: ΑΜΑΛΙΑΣ, 7 'Ιουνίου.— 'Ο λαὸς 'Αμαλιάδος συνελθὼν εἰς πάνδημον συλλαλητήριον ἐψήφισεν εὐχαριστήριον ψήφισμα πρὸς τὴν Κυβέρνησιν, ὁμόφωνα δὲ ἐξέφρασε τὴν εὐγνωμοσύνην του διὰ τὴν σωτήριον πρόνοιαν τῆς Κυβερνήσεως ὑπὲρ τῶν σταφιδοπαραγωγῶν. (300, 378, 582, 481)
signature: Δ. ΚΑΡΑΣΑΛΙΟΣ (1356, 1128, 1463, 1142)
price-label: 'Εν εἰσιτήριον λουτροῦ διὰ τοὺς κ.κ. 'Αξιωματικούς, ὑπαξιωματικοὺς τοῦ στρατοῦ καὶ τοῦ ναυτικοῦ, τῆς χωροφυλακῆς, ὡς καὶ τῆς ἀστυνομίας ἐν στολῇ . . . (1179, 1315, 1405, 1384)
headline: ΟΙ ΕΝ ΠΑΤΡΑΙΣ ΚΟΡΙΝΘΙΟΙ (302, 901, 580, 921)
table-row (1177, 1315, 1471, 1385)
article-text: 'Αντιπρόσωποι τῆς Τουρκίας καὶ Σερβίας μετέβησαν εἰς τὰ σύνορα πρὸς ἐνέργειαν ἀνακρίσεων. (1177, 1034, 1471, 1078)
article-text: 'Η Κυβέρνησις προκαλεῖ τὴν εὐγνωμοσύνην τῶν πολιτῶν. (300, 260, 582, 289)
article-text: ΒΙΕΝΝΗ (διὰ Κερκύρας), 7 'Ιουνίου.— Εἰς τὸν Δούναβιν ἐγένετο σύγκρουσις τῶν ἀτμοπλοίων «Βλοόχερεν» καὶ «Ποέλιτζ». 30 ἐπιβάται ἐπνίγησαν καὶ 10 ἐσώθησαν. (1177, 602, 1471, 660)
price-label: 'Εν εἰσιτήριον διὰ παῖδας κάτω τῶν δέκα ἐτῶν . . . (1179, 1288, 1405, 1314)
article-text: Χθὲς μόλις ἐγνώσθη εἰς τὸ ὑπουργεῖον τῶν 'Εξωτερικῶν, ὅτι αἱ ἐν τοῖς τουρκοβουλγαρικοῖς συνόροις ἐκραγεῖσαι συμπλοκαὶ ἐπανεληφθήσαν χθὲς τῆς πρωΐας μεταξὺ Τούρκων καὶ Σερβοβουλγαρικῶν μέχρι τῆς ἑσπέρας. (887, 363, 1165, 452)
top-rule (10, 131, 1578, 134)
section-title: Τὸ ἐν Μασσαλίᾳ Γαλλικὸν (52, 583, 250, 598)
headline: ΣΥΛΛΑΛΗΤΗΡΙΟΝ ΕΝ ΑΜΑΛΙΑΔΙ (333, 298, 548, 339)
article-text: πυικοῦς λιμένας ἐν τούτοις τὸ 'Ιατροσυμβούλιον ἔκρινε καλὸν ὅπως ἐπιβάλη ταῦτα ἐνδεκαήμερον κάθαρσιν χάριν περισσοτέρας ἀσφαλείας καὶ ἀποσοβήσεως τοῦ κινδύνου τῆς μεταδόσεως τοῦ μικροβίου εἰς τὴν 'Ελλάδα. (14, 229, 288, 318)
classified-ad: Ζητεῖται παραμάνα. 'Οδὸς Δεληγιώργη 14. (1187, 1645, 1446, 1659)
price-value: » 0,10 (1434, 1385, 1469, 1398)
headline: ΑΙ ΔΗΜΟΤΙΚΑΙ ΕΚΛΟΓΑΙ (14, 914, 288, 935)
article-text: Σχετικῶς πρὸς τὴν συνοριακὴν ἔριδα διὰ τὴν ὁποίαν ἡ Πύλη ἐπέδωκεν ὑπόμνημα, ἡ βουλγαρικὴ κυβέρνησις ὅτι τὸ ἀμφισβητούμενον ἔδαφος εἶναι βουλγαρικὸν καὶ συγκεκριμένως, ὅτι ἀπὸ τῶν ὑψωμάτων ἀπάτεσ ἐξετάσεως ἀποδεικνύεται ὅτι τὰ ἐν τῷ μεταξὺ «'Αραβαπεριφέρεια» καὶ «Τούνδζα» εἶναι βουλγαρικὸν ἔδαφος καὶ διαμαρτύρεται κατὰ τῆς Πύλης, καὶ προκαλεῖ αὐτὴν ἵνα στείλωσιν αἱ δύο κυβερνήσεις ἀξιωματικοὺς ὅπως ἐπιτοπίως εξετάσωσι τὸ ζήτημα. (887, 959, 1165, 1137)
table-row (1177, 1399, 1471, 1413)
subheadline: Παρὰ τῷ κ. Ζαΐμῃ (83, 1540, 218, 1555)
article-text: Χθὲς τὴν 11 π. μ. ἐγένετο μακρὸν 'Υπουργικὸν Συμβούλιον ἐν τῷ ὑπουργείῳ τῶν 'Εσωτερικῶν, παραταθὲν μέχρι τῆς 1ης μεταμεσημβρινῆς. (14, 815, 288, 874)
headline: ΤΑ ΠΑΘΗΜΑΤΑ ΤΩΝ ΜΑΚΕΔΟΝΩΝ (923, 1582, 1129, 1623)
signature: 'Η Διεύθυνσις (1367, 1431, 1463, 1444)
subheadline: Τὰ παρακολουθεῖ ἡ διπλωματία (907, 1627, 1145, 1642)
article-text: 'Αντιτορυθέν χθὲς διδάκτωρ τῆς νομικῆς μετὰ τοῦ βαθμοῦ «λίαν καλῶς» ὁ ἀγαπητὸς μας φίλος κ. Γεώργιος Ι. Τσεκουρόπουλος, υἱὸς τοῦ νομάρχου τοῦ κ. 'Ιωάν. Π. Τσεκουροπούλου. (594, 1261, 875, 1334)
article-text: Ἡ δὲ στρατιωτικὴ δύναμις κατέλαβε τὰς περί τὴν πόλιν θέσεις, ὁ πληθυσμὸς διετέλει ἐν μεγάλῃ ἀνησυχίᾳ, καὶ πολλοὶ κάτοικοι τῶν πέριξ χωρίων κατέφυγον εἰς τὴν πόλιν. (300, 1530, 582, 1588)
last-hour-masthead: ΤΕΛΕΥΤΑΙΑ ΩΡΑ (887, 141, 1165, 304)
headline: ΤΑΞΕΙΔΙΟΝ ΤΟΥ ΤΣΑΡΟΥ (1200, 339, 1448, 358)
table-row (1177, 1413, 1471, 1427)
article-text: Διὰ τὰς τελωνιακὰς καταχρήσεις τὰ κατάτεθὲν καὶ χθὲς ὁ ἀνακριτὴς κ. Σκοῦφος εἰς Πειραιᾶ προσεκάλεσε τοὺς τελωνοφύλακας τοὺς ὑπαλλήλους. (300, 612, 582, 670)
headline: ΕΞΑΦΑΝΙΣΙΣ ΠΛΟΙΑΡΧΟΥ (607, 1560, 861, 1579)
headline: ΕΣΩ ΤΗΣ ΣΚΕΨΕΩΣ ΤΟΥ ΑΡΓΟΥΣ (594, 425, 875, 446)
